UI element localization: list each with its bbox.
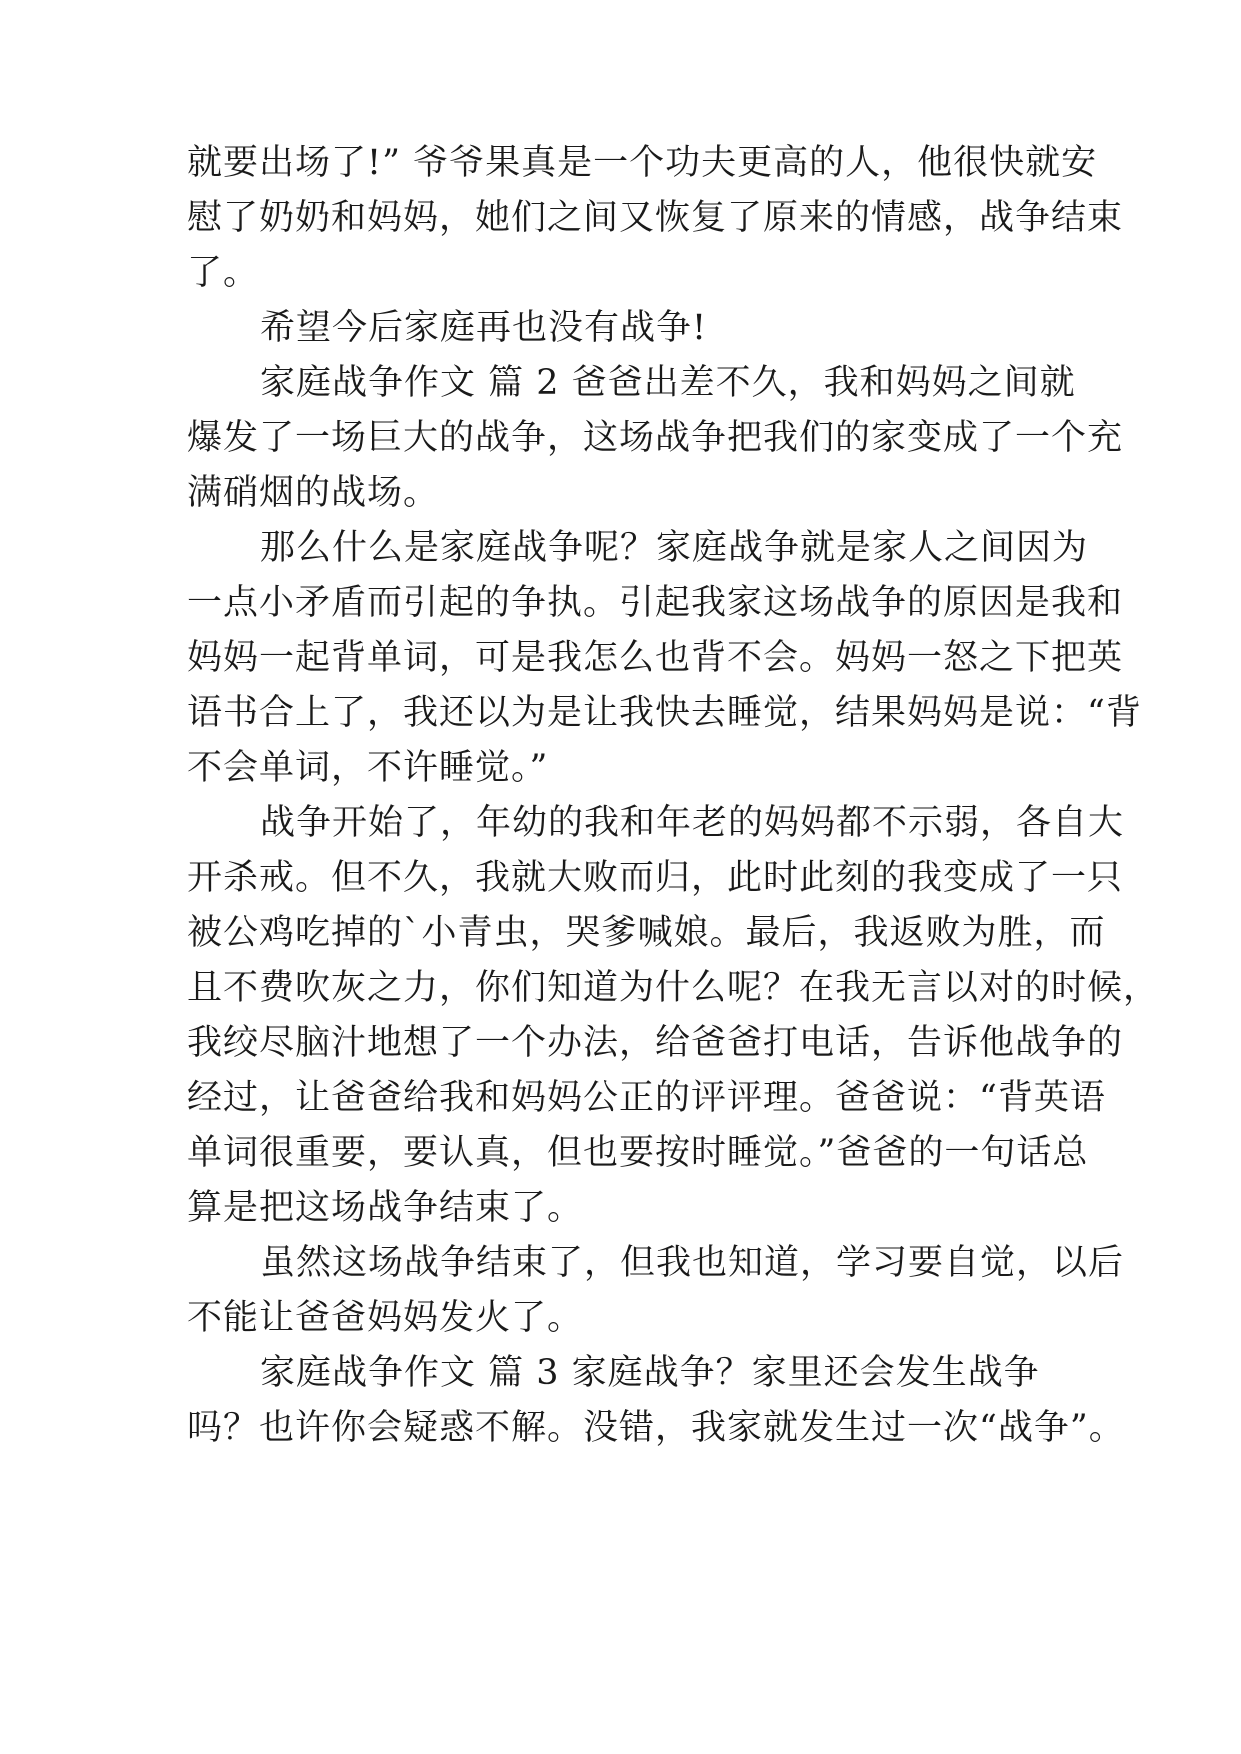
- text-line: 被公鸡吃掉的`小青虫，哭爹喊娘。最后，我返败为胜，而: [187, 913, 1106, 953]
- text-line: 语书合上了，我还以为是让我快去睡觉，结果妈妈是说：“背: [187, 693, 1142, 733]
- text-line: 妈妈一起背单词，可是我怎么也背不会。妈妈一怒之下把英: [187, 638, 1124, 678]
- text-line: 慰了奶奶和妈妈，她们之间又恢复了原来的情感，战争结束: [187, 198, 1124, 238]
- text-line: 家庭战争作文 篇 2 爸爸出差不久，我和妈妈之间就: [260, 363, 1076, 403]
- text-line: 家庭战争作文 篇 3 家庭战争？家里还会发生战争: [260, 1353, 1040, 1393]
- text-line: 不能让爸爸妈妈发火了。: [187, 1298, 584, 1338]
- text-line: 单词很重要，要认真，但也要按时睡觉。”爸爸的一句话总: [187, 1133, 1089, 1173]
- text-line: 我绞尽脑汁地想了一个办法，给爸爸打电话，告诉他战争的: [187, 1023, 1124, 1063]
- text-line: 就要出场了!” 爷爷果真是一个功夫更高的人，他很快就安: [187, 143, 1098, 183]
- text-line: 虽然这场战争结束了，但我也知道，学习要自觉，以后: [260, 1243, 1125, 1283]
- text-line: 不会单词，不许睡觉。”: [187, 748, 549, 788]
- text-line: 一点小矛盾而引起的争执。引起我家这场战争的原因是我和: [187, 583, 1124, 623]
- text-line: 那么什么是家庭战争呢？家庭战争就是家人之间因为: [260, 528, 1089, 568]
- text-line: 吗？也许你会疑惑不解。没错，我家就发生过一次“战争”。: [187, 1408, 1125, 1448]
- text-line: 爆发了一场巨大的战争，这场战争把我们的家变成了一个充: [187, 418, 1124, 458]
- text-line: 满硝烟的战场。: [187, 473, 440, 513]
- text-line: 了。: [187, 253, 260, 293]
- text-line: 战争开始了，年幼的我和年老的妈妈都不示弱，各自大: [260, 803, 1125, 843]
- text-line: 且不费吹灰之力，你们知道为什么呢？在我无言以对的时候，: [187, 968, 1160, 1008]
- text-line: 希望今后家庭再也没有战争!: [260, 308, 708, 348]
- text-line: 开杀戒。但不久，我就大败而归，此时此刻的我变成了一只: [187, 858, 1124, 898]
- text-line: 经过，让爸爸给我和妈妈公正的评评理。爸爸说：“背英语: [187, 1078, 1106, 1118]
- text-line: 算是把这场战争结束了。: [187, 1188, 584, 1228]
